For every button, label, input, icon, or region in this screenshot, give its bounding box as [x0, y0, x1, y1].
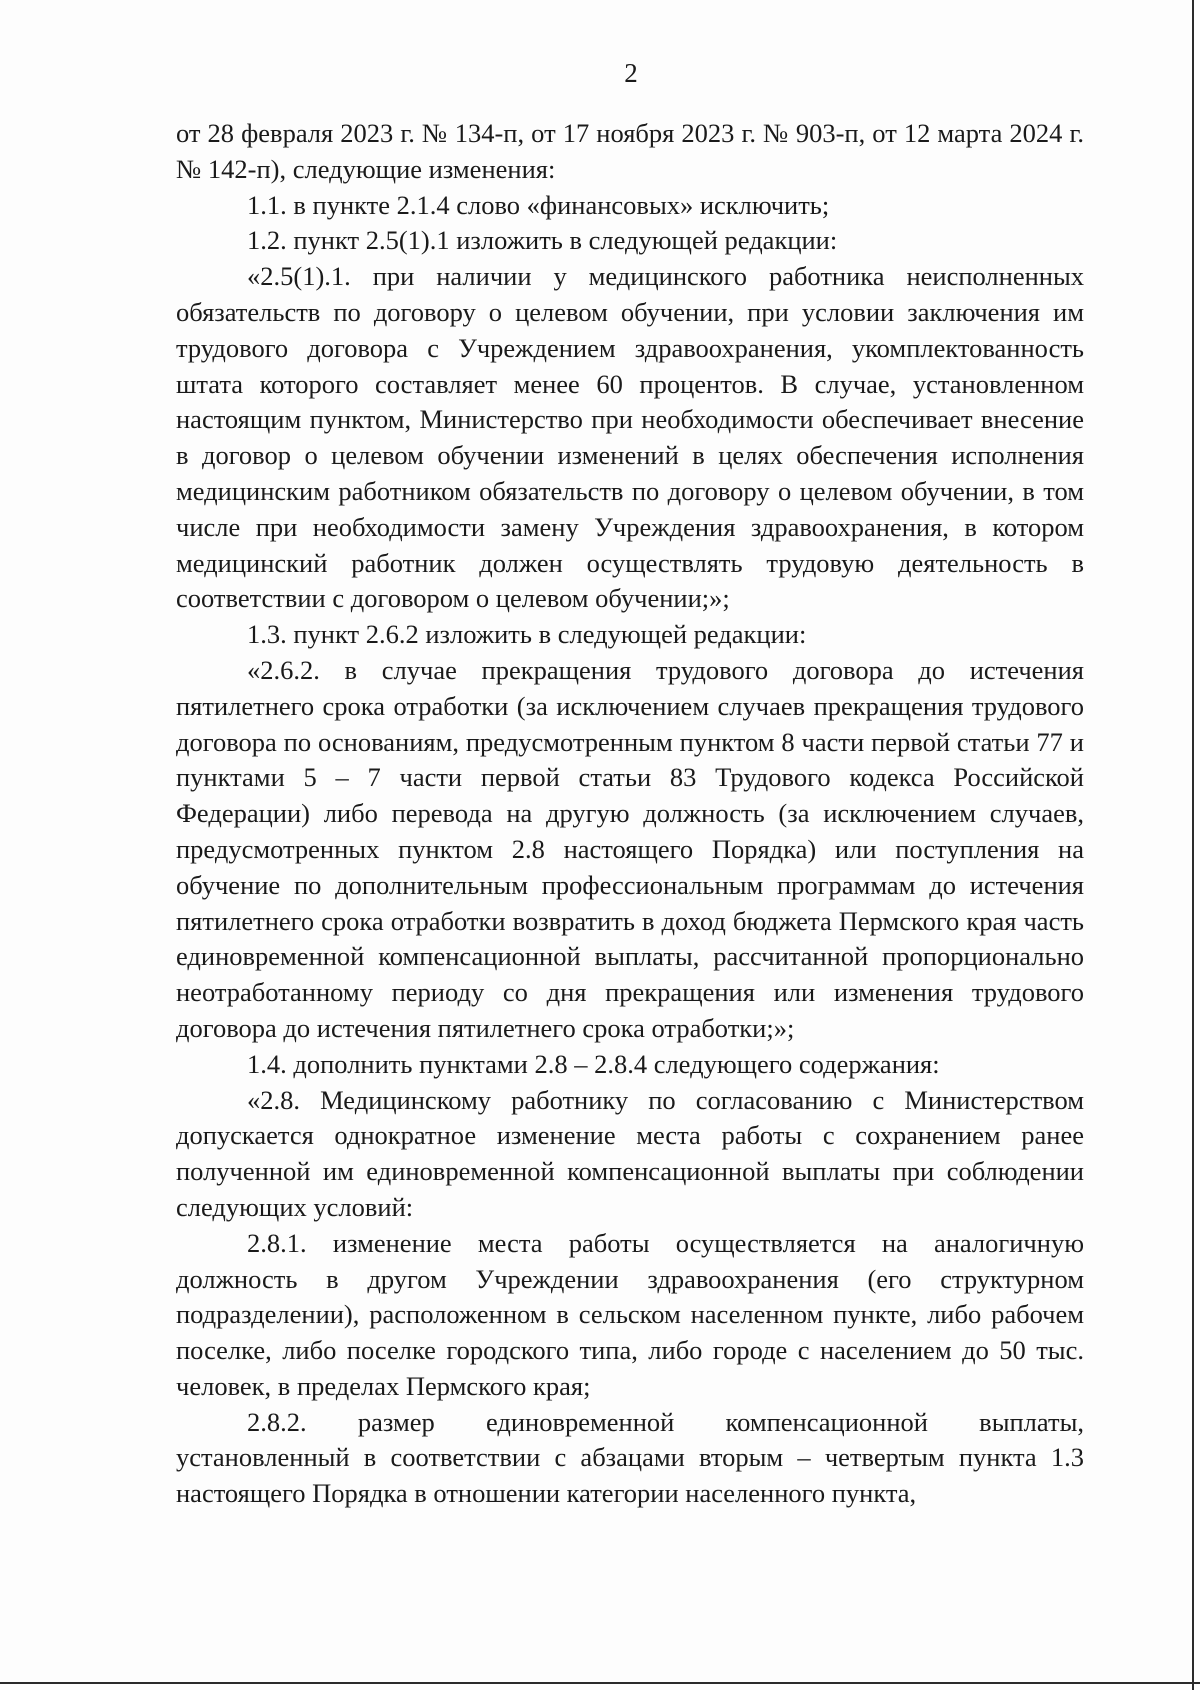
- page-number: 2: [624, 58, 638, 88]
- paragraph-quote-2-5-1-1: «2.5(1).1. при наличии у медицинского работника неисполненных обязательств по договору о целевом обучении, при условии заключения им трудового договора с Учреждением здравоохранения, укомплектованность штата которого составляет менее 60 процентов. В случае, установленном настоящим пунктом, Министерство при необходимости обеспечивает внесение в договор о целевом обучении изменений в целях обеспечения исполнения медицинским работником обязательств по договору о целевом обучении, в том числе при необходимости замену Учреждения здравоохранения, в котором медицинский работник должен осуществлять трудовую деятельность в соответствии с договором о целевом обучении;»;: [176, 261, 1084, 614]
- paragraph-continuation: от 28 февраля 2023 г. № 134-п, от 17 ноября 2023 г. № 903-п, от 12 марта 2024 г. № 142-п), следующие изменения:: [176, 118, 1084, 184]
- paragraph-item-1-2: 1.2. пункт 2.5(1).1 изложить в следующей редакции:: [247, 225, 838, 256]
- page-edge-bottom: [0, 1682, 1200, 1684]
- paragraph-quote-2-8: «2.8. Медицинскому работнику по согласованию с Министерством допускается однократное изменение места работы с сохранением ранее полученной им единовременной компенсационной выплаты при соблюдении следующих условий:: [176, 1084, 1084, 1222]
- paragraph-2-8-1: 2.8.1. изменение места работы осуществляется на аналогичную должность в другом Учреждении здравоохранения (его структурном подразделении), расположенном в сельском населенном пункте, либо рабочем поселке, либо поселке городского типа, либо городе с населением до 50 тыс. человек, в пределах Пермского края;: [176, 1227, 1084, 1401]
- page-edge-right: [1192, 0, 1194, 1690]
- paragraph-quote-2-6-2: «2.6.2. в случае прекращения трудового договора до истечения пятилетнего срока отработки (за исключением случаев прекращения трудового договора по основаниям, предусмотренным пунктом 8 части первой статьи 77 и пунктами 5 – 7 части первой статьи 83 Трудового кодекса Российской Федерации) либо перевода на другую должность (за исключением случаев, предусмотренных пунктом 2.8 настоящего Порядка) или поступления на обучение по дополнительным профессиональным программам до истечения пятилетнего срока отработки возвратить в доход бюджета Пермского края часть единовременной компенсационной выплаты, рассчитанной пропорционально неотработанному периоду со дня прекращения или изменения трудового договора до истечения пятилетнего срока отработки;»;: [176, 654, 1084, 1043]
- document-body: [176, 116, 1084, 1512]
- paragraph-item-1-4: 1.4. дополнить пунктами 2.8 – 2.8.4 следующего содержания:: [247, 1048, 940, 1079]
- paragraph-item-1-1: 1.1. в пункте 2.1.4 слово «финансовых» исключить;: [247, 189, 830, 220]
- paragraph-item-1-3: 1.3. пункт 2.6.2 изложить в следующей редакции:: [247, 619, 807, 650]
- paragraph-2-8-2: 2.8.2. размер единовременной компенсационной выплаты, установленный в соответствии с абзацами вторым – четвертым пункта 1.3 настоящего Порядка в отношении категории населенного пункта,: [176, 1406, 1084, 1509]
